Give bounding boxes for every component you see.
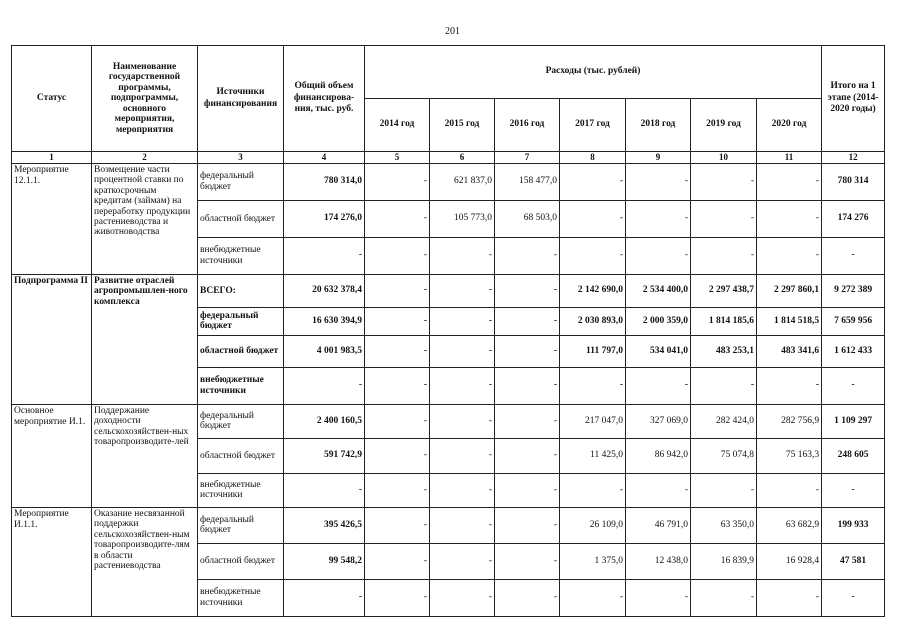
stage-total-cell: - bbox=[822, 237, 885, 274]
header-status: Статус bbox=[12, 46, 92, 152]
year-value-cell: - bbox=[560, 367, 626, 404]
source-cell: областной бюджет bbox=[198, 438, 284, 473]
budget-table bbox=[11, 45, 885, 617]
header-year: 2015 год bbox=[430, 99, 495, 152]
column-number: 1 bbox=[12, 152, 92, 164]
table-row bbox=[12, 163, 885, 200]
year-value-cell: - bbox=[495, 579, 560, 616]
source-cell: внебюджетные источники bbox=[198, 237, 284, 274]
year-value-cell: - bbox=[430, 473, 495, 507]
column-number: 12 bbox=[822, 152, 885, 164]
total-cell: 2 400 160,5 bbox=[284, 404, 365, 438]
year-value-cell: - bbox=[560, 579, 626, 616]
year-value-cell: - bbox=[495, 335, 560, 367]
year-value-cell: - bbox=[365, 473, 430, 507]
year-value-cell: - bbox=[365, 507, 430, 543]
year-value-cell: - bbox=[365, 274, 430, 307]
name-cell: Поддержание доходности сельскохозяйствен-ных товаропроизводите-лей bbox=[92, 404, 198, 507]
year-value-cell: 483 341,6 bbox=[757, 335, 822, 367]
year-value-cell: 2 297 860,1 bbox=[757, 274, 822, 307]
total-cell: 780 314,0 bbox=[284, 163, 365, 200]
total-cell: 591 742,9 bbox=[284, 438, 365, 473]
year-value-cell: - bbox=[365, 237, 430, 274]
name-cell: Возмещение части процентной ставки по краткосрочным кредитам (займам) на переработку продукции растениеводства и животноводства bbox=[92, 163, 198, 274]
year-value-cell: 2 142 690,0 bbox=[560, 274, 626, 307]
total-cell: 174 276,0 bbox=[284, 200, 365, 237]
year-value-cell: - bbox=[626, 579, 691, 616]
year-value-cell: - bbox=[365, 404, 430, 438]
year-value-cell: 483 253,1 bbox=[691, 335, 757, 367]
column-number: 2 bbox=[92, 152, 198, 164]
source-cell: федеральный бюджет bbox=[198, 307, 284, 335]
year-value-cell: - bbox=[691, 163, 757, 200]
year-value-cell: 1 375,0 bbox=[560, 543, 626, 579]
header-total-volume: Общий объем финансирова-ния, тыс. руб. bbox=[284, 46, 365, 152]
year-value-cell: 86 942,0 bbox=[626, 438, 691, 473]
year-value-cell: - bbox=[691, 473, 757, 507]
year-value-cell: 16 839,9 bbox=[691, 543, 757, 579]
column-number: 8 bbox=[560, 152, 626, 164]
year-value-cell: 621 837,0 bbox=[430, 163, 495, 200]
column-number: 3 bbox=[198, 152, 284, 164]
stage-total-cell: 47 581 bbox=[822, 543, 885, 579]
stage-total-cell: - bbox=[822, 367, 885, 404]
year-value-cell: - bbox=[691, 579, 757, 616]
total-cell: 4 001 983,5 bbox=[284, 335, 365, 367]
stage-total-cell: 1 109 297 bbox=[822, 404, 885, 438]
year-value-cell: - bbox=[560, 200, 626, 237]
year-value-cell: - bbox=[757, 200, 822, 237]
header-year: 2018 год bbox=[626, 99, 691, 152]
year-value-cell: 327 069,0 bbox=[626, 404, 691, 438]
year-value-cell: - bbox=[365, 200, 430, 237]
source-cell: внебюджетные источники bbox=[198, 367, 284, 404]
stage-total-cell: 7 659 956 bbox=[822, 307, 885, 335]
year-value-cell: - bbox=[430, 274, 495, 307]
year-value-cell: - bbox=[495, 404, 560, 438]
status-cell: Мероприятие 12.1.1. bbox=[12, 163, 92, 274]
year-value-cell: 75 074,8 bbox=[691, 438, 757, 473]
total-cell: - bbox=[284, 237, 365, 274]
column-number: 6 bbox=[430, 152, 495, 164]
year-value-cell: 63 682,9 bbox=[757, 507, 822, 543]
year-value-cell: - bbox=[365, 579, 430, 616]
header-year: 2017 год bbox=[560, 99, 626, 152]
stage-total-cell: 9 272 389 bbox=[822, 274, 885, 307]
year-value-cell: 105 773,0 bbox=[430, 200, 495, 237]
stage-total-cell: 174 276 bbox=[822, 200, 885, 237]
column-number: 9 bbox=[626, 152, 691, 164]
year-value-cell: - bbox=[757, 367, 822, 404]
year-value-cell: 158 477,0 bbox=[495, 163, 560, 200]
source-cell: ВСЕГО: bbox=[198, 274, 284, 307]
year-value-cell: - bbox=[691, 367, 757, 404]
source-cell: федеральный бюджет bbox=[198, 404, 284, 438]
year-value-cell: 2 534 400,0 bbox=[626, 274, 691, 307]
total-cell: - bbox=[284, 473, 365, 507]
year-value-cell: - bbox=[626, 367, 691, 404]
year-value-cell: 26 109,0 bbox=[560, 507, 626, 543]
stage-total-cell: 780 314 bbox=[822, 163, 885, 200]
year-value-cell: 1 814 518,5 bbox=[757, 307, 822, 335]
year-value-cell: 63 350,0 bbox=[691, 507, 757, 543]
year-value-cell: - bbox=[430, 438, 495, 473]
year-value-cell: 2 297 438,7 bbox=[691, 274, 757, 307]
year-value-cell: - bbox=[430, 367, 495, 404]
year-value-cell: - bbox=[365, 307, 430, 335]
total-cell: - bbox=[284, 367, 365, 404]
status-cell: Подпрограмма II bbox=[12, 274, 92, 404]
total-cell: 16 630 394,9 bbox=[284, 307, 365, 335]
source-cell: внебюджетные источники bbox=[198, 473, 284, 507]
source-cell: областной бюджет bbox=[198, 200, 284, 237]
stage-total-cell: - bbox=[822, 473, 885, 507]
year-value-cell: 282 424,0 bbox=[691, 404, 757, 438]
header-name: Наименование государственной программы, подпрограммы, основного мероприятия, мероприятия bbox=[92, 46, 198, 152]
column-number: 4 bbox=[284, 152, 365, 164]
header-stage-total: Итого на 1 этапе (2014-2020 годы) bbox=[822, 46, 885, 152]
name-cell: Развитие отраслей агропромышлен-ного комплекса bbox=[92, 274, 198, 404]
source-cell: федеральный бюджет bbox=[198, 163, 284, 200]
year-value-cell: 2 030 893,0 bbox=[560, 307, 626, 335]
year-value-cell: 75 163,3 bbox=[757, 438, 822, 473]
year-value-cell: - bbox=[495, 274, 560, 307]
year-value-cell: - bbox=[365, 163, 430, 200]
year-value-cell: - bbox=[365, 543, 430, 579]
source-cell: областной бюджет bbox=[198, 335, 284, 367]
total-cell: 99 548,2 bbox=[284, 543, 365, 579]
year-value-cell: - bbox=[495, 473, 560, 507]
year-value-cell: - bbox=[691, 200, 757, 237]
year-value-cell: - bbox=[365, 438, 430, 473]
total-cell: 395 426,5 bbox=[284, 507, 365, 543]
header-year: 2020 год bbox=[757, 99, 822, 152]
year-value-cell: 68 503,0 bbox=[495, 200, 560, 237]
year-value-cell: 11 425,0 bbox=[560, 438, 626, 473]
year-value-cell: - bbox=[495, 367, 560, 404]
year-value-cell: - bbox=[560, 163, 626, 200]
year-value-cell: 16 928,4 bbox=[757, 543, 822, 579]
stage-total-cell: 199 933 bbox=[822, 507, 885, 543]
header-sources: Источники финансирования bbox=[198, 46, 284, 152]
year-value-cell: - bbox=[495, 237, 560, 274]
table-row bbox=[12, 274, 885, 307]
page-number: 201 bbox=[445, 26, 460, 37]
table-row bbox=[12, 404, 885, 438]
total-cell: - bbox=[284, 579, 365, 616]
year-value-cell: 217 047,0 bbox=[560, 404, 626, 438]
table-row bbox=[12, 507, 885, 543]
year-value-cell: - bbox=[495, 438, 560, 473]
total-cell: 20 632 378,4 bbox=[284, 274, 365, 307]
year-value-cell: 12 438,0 bbox=[626, 543, 691, 579]
year-value-cell: - bbox=[430, 579, 495, 616]
year-value-cell: 2 000 359,0 bbox=[626, 307, 691, 335]
header-year: 2016 год bbox=[495, 99, 560, 152]
source-cell: федеральный бюджет bbox=[198, 507, 284, 543]
year-value-cell: - bbox=[626, 163, 691, 200]
year-value-cell: - bbox=[495, 507, 560, 543]
year-value-cell: - bbox=[757, 237, 822, 274]
year-value-cell: 1 814 185,6 bbox=[691, 307, 757, 335]
year-value-cell: - bbox=[757, 579, 822, 616]
year-value-cell: - bbox=[560, 237, 626, 274]
status-cell: Основное мероприятие И.1. bbox=[12, 404, 92, 507]
header-year: 2014 год bbox=[365, 99, 430, 152]
status-cell: Мероприятие И.1.1. bbox=[12, 507, 92, 616]
year-value-cell: - bbox=[691, 237, 757, 274]
year-value-cell: - bbox=[757, 163, 822, 200]
year-value-cell: - bbox=[430, 404, 495, 438]
year-value-cell: - bbox=[365, 367, 430, 404]
source-cell: областной бюджет bbox=[198, 543, 284, 579]
year-value-cell: 534 041,0 bbox=[626, 335, 691, 367]
year-value-cell: - bbox=[365, 335, 430, 367]
year-value-cell: 46 791,0 bbox=[626, 507, 691, 543]
name-cell: Оказание несвязанной поддержки сельскохозяйствен-ным товаропроизводите-лям в области растениеводства bbox=[92, 507, 198, 616]
year-value-cell: - bbox=[626, 473, 691, 507]
table-body bbox=[12, 163, 885, 616]
column-number: 7 bbox=[495, 152, 560, 164]
year-value-cell: - bbox=[430, 307, 495, 335]
header-expenses: Расходы (тыс. рублей) bbox=[365, 46, 822, 99]
stage-total-cell: 1 612 433 bbox=[822, 335, 885, 367]
year-value-cell: - bbox=[626, 200, 691, 237]
year-value-cell: - bbox=[626, 237, 691, 274]
year-value-cell: - bbox=[560, 473, 626, 507]
year-value-cell: - bbox=[430, 335, 495, 367]
stage-total-cell: - bbox=[822, 579, 885, 616]
year-value-cell: - bbox=[495, 543, 560, 579]
column-number: 5 bbox=[365, 152, 430, 164]
year-value-cell: - bbox=[430, 237, 495, 274]
source-cell: внебюджетные источники bbox=[198, 579, 284, 616]
year-value-cell: 111 797,0 bbox=[560, 335, 626, 367]
year-value-cell: - bbox=[430, 507, 495, 543]
year-value-cell: 282 756,9 bbox=[757, 404, 822, 438]
column-number: 11 bbox=[757, 152, 822, 164]
column-number: 10 bbox=[691, 152, 757, 164]
header-year: 2019 год bbox=[691, 99, 757, 152]
year-value-cell: - bbox=[757, 473, 822, 507]
stage-total-cell: 248 605 bbox=[822, 438, 885, 473]
year-value-cell: - bbox=[495, 307, 560, 335]
year-value-cell: - bbox=[430, 543, 495, 579]
